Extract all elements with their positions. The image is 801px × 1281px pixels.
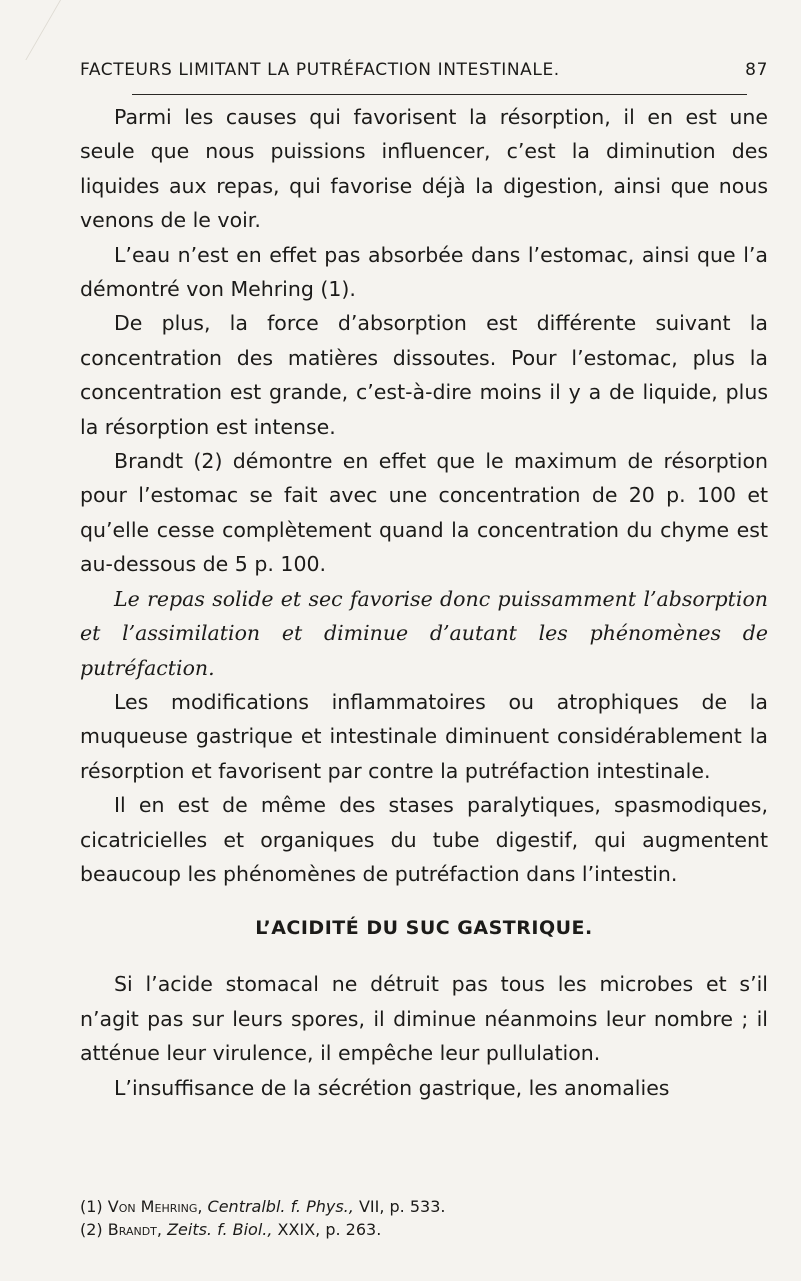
- header-title: FACTEURS LIMITANT LA PUTRÉFACTION INTESTINALE.: [80, 60, 560, 80]
- page-edge-line: [0, 0, 61, 60]
- paragraph: Parmi les causes qui favorisent la résorption, il en est une seule que nous puissions influencer, c’est la diminution des liquides aux repas, qui favorise déjà la digestion, ainsi que nous venons de le voir.: [80, 105, 768, 233]
- footnote: [80, 1219, 768, 1242]
- footnote-ref: XXIX, p. 263.: [277, 1219, 382, 1239]
- paragraph: De plus, la force d’absorption est différente suivant la concentration des matières dissoutes. Pour l’estomac, plus la concentration est grande, c’est-à-dire moins il y a de liquide, plus la résorption est intense.: [80, 311, 768, 439]
- paragraph: Brandt (2) démontre en effet que le maximum de résorption pour l’estomac se fait avec une concentration de 20 p. 100 et qu’elle cesse complètement quand la concentration du chyme est au-dessous de 5 p. 100.: [80, 449, 768, 577]
- footnote-ref: VII, p. 533.: [358, 1197, 446, 1216]
- paragraph: L’eau n’est en effet pas absorbée dans l’estomac, ainsi que l’a démontré von Mehring (1).: [80, 242, 768, 302]
- section-heading: L’ACIDITÉ DU SUC GASTRIQUE.: [255, 917, 593, 940]
- footnote-journal: Centralbl. f. Phys.,: [207, 1197, 354, 1216]
- body-text: [80, 100, 768, 1105]
- footnote-marker: (1): [80, 1197, 103, 1216]
- paragraph: L’insuffisance de la sécrétion gastrique, les anomalies: [114, 1075, 670, 1100]
- header-rule: [132, 94, 747, 95]
- page-number: 87: [745, 60, 768, 80]
- running-header: [80, 60, 768, 100]
- paragraph: Si l’acide stomacal ne détruit pas tous les microbes et s’il n’agit pas sur leurs spores, il diminue néanmoins leur nombre ; il atténue leur virulence, il empêche leur pullulation.: [80, 972, 768, 1066]
- footnote-marker: (2): [80, 1219, 103, 1239]
- footnotes: [80, 1196, 768, 1241]
- footnote-journal: Zeits. f. Biol.,: [167, 1219, 273, 1239]
- footnote-author: Von Mehring,: [107, 1197, 203, 1216]
- footnote: [80, 1196, 768, 1219]
- emphasis-paragraph: Le repas solide et sec favorise donc puissamment l’absorption et l’assimilation et diminue d’autant les phénomènes de putréfaction.: [80, 586, 768, 680]
- paragraph: Les modifications inflammatoires ou atrophiques de la muqueuse gastrique et intestinale diminuent considérablement la résorption et favorisent par contre la putréfaction intestinale.: [80, 689, 768, 783]
- paragraph: Il en est de même des stases paralytiques, spasmodiques, cicatricielles et organiques du tube digestif, qui augmentent beaucoup les phénomènes de putréfaction dans l’intestin.: [80, 793, 768, 886]
- footnote-author: Brandt,: [107, 1219, 162, 1239]
